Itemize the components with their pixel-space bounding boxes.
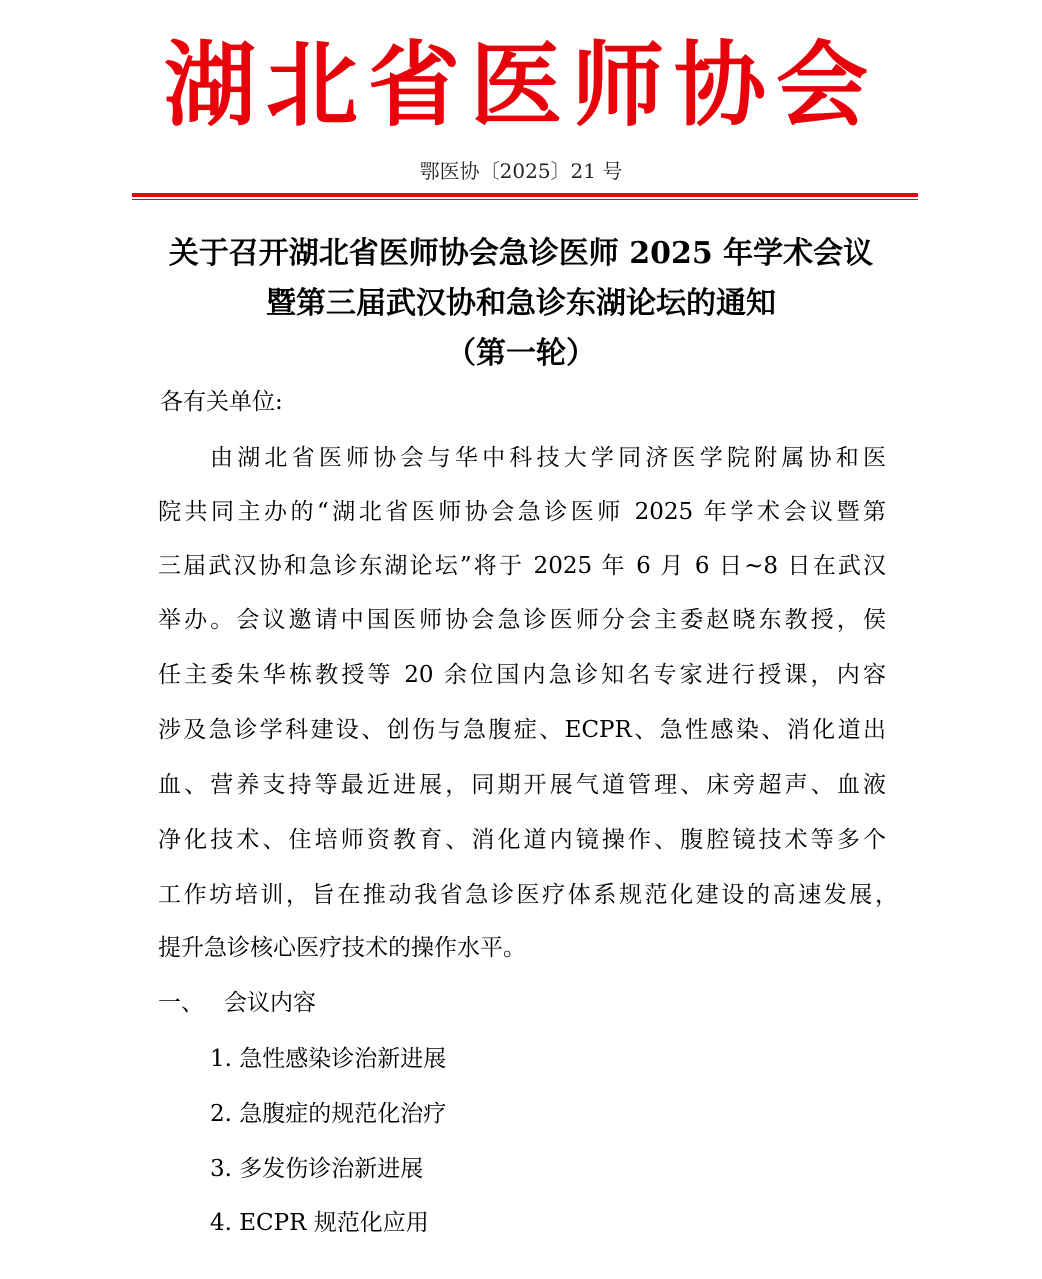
list-item: 4. ECPR 规范化应用 bbox=[210, 1210, 429, 1236]
section-title: 会议内容 bbox=[224, 990, 316, 1016]
section-number: 一、 bbox=[158, 990, 204, 1016]
header-divider-thick bbox=[132, 193, 918, 197]
body-line: 血、营养支持等最近进展，同期开展气道管理、床旁超声、血液 bbox=[158, 772, 886, 798]
document-number: 鄂医协〔2025〕21 号 bbox=[419, 159, 623, 183]
title-line-1: 关于召开湖北省医师协会急诊医师 2025 年学术会议 bbox=[168, 236, 874, 271]
org-name-masthead: 湖北省医师协会 bbox=[163, 31, 878, 139]
section-heading bbox=[158, 985, 316, 1021]
list-item: 1. 急性感染诊治新进展 bbox=[210, 1046, 447, 1072]
body-line: 工作坊培训，旨在推动我省急诊医疗体系规范化建设的高速发展， bbox=[158, 882, 898, 908]
title-line-2: 暨第三届武汉协和急诊东湖论坛的通知 bbox=[266, 286, 776, 321]
body-line: 任主委朱华栋教授等 20 余位国内急诊知名专家进行授课，内容 bbox=[158, 662, 886, 688]
salutation: 各有关单位: bbox=[160, 389, 283, 415]
body-line: 涉及急诊学科建设、创伤与急腹症、ECPR、急性感染、消化道出 bbox=[158, 717, 886, 743]
list-item: 2. 急腹症的规范化治疗 bbox=[210, 1101, 447, 1127]
body-line: 由湖北省医师协会与华中科技大学同济医学院附属协和医 bbox=[210, 445, 886, 471]
body-line: 院共同主办的“湖北省医师协会急诊医师 2025 年学术会议暨第 bbox=[158, 499, 886, 525]
body-line: 举办。会议邀请中国医师协会急诊医师分会主委赵晓东教授，侯 bbox=[158, 607, 886, 633]
header-divider-thin bbox=[132, 199, 918, 200]
body-line: 提升急诊核心医疗技术的操作水平。 bbox=[158, 935, 526, 961]
list-item: 3. 多发伤诊治新进展 bbox=[210, 1156, 424, 1182]
title-line-3: （第一轮） bbox=[446, 336, 596, 371]
body-line: 三届武汉协和急诊东湖论坛”将于 2025 年 6 月 6 日~8 日在武汉 bbox=[158, 553, 886, 579]
body-line: 净化技术、住培师资教育、消化道内镜操作、腹腔镜技术等多个 bbox=[158, 827, 886, 853]
